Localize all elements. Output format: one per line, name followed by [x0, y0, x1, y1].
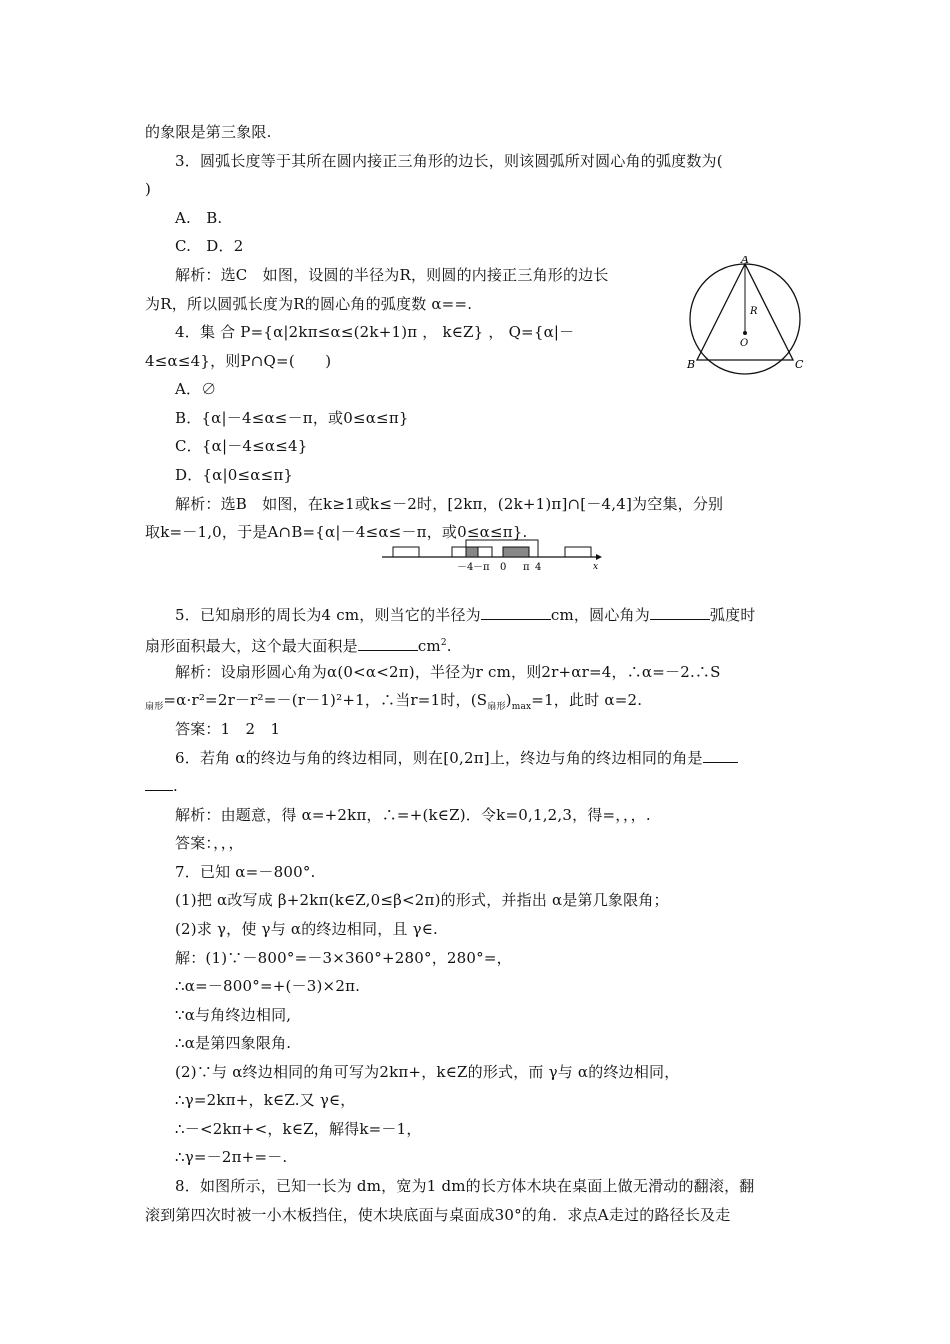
- question-7-part-1: (1)把 α改写成 β+2kπ(k∈Z,0≤β<2π)的形式，并指出 α是第几象限角；: [175, 891, 669, 909]
- tick-label: －π: [473, 562, 490, 573]
- text-line: 取k=－1,0，于是A∩B={α|－4≤α≤－π，或0≤α≤π}.: [145, 523, 528, 541]
- solution-5: 解析：设扇形圆心角为α(0<α<2π)，半径为r cm，则2r+αr=4，∴α=－2.∴S: [175, 663, 721, 681]
- solution-7: 解：(1)∵－800°=－3×360°+280°，280°=，: [175, 949, 512, 967]
- tick-label: π: [523, 562, 530, 573]
- vertex-b-label: B: [687, 358, 696, 371]
- text-line: ∴γ=2kπ+，k∈Z.又 γ∈，: [175, 1091, 356, 1109]
- text-line: 滚到第四次时被一小木板挡住，使木块底面与桌面成30°的角．求点A走过的路径长及走: [145, 1206, 731, 1224]
- solution-3: 解析：选C 如图，设圆的半径为R，则圆的内接正三角形的边长: [175, 266, 609, 284]
- answer-blank: [358, 636, 418, 651]
- text-line: 为R，所以圆弧长度为R的圆心角的弧度数 α==.: [145, 295, 473, 313]
- question-7-part-2: (2)求 γ，使 γ与 α的终边相同，且 γ∈.: [175, 920, 439, 938]
- tick-label: －4: [457, 562, 474, 573]
- question-4: 4．集 合 P={α|2kπ≤α≤(2k+1)π ， k∈Z} ， Q={α|－: [175, 323, 575, 341]
- option-line: A. B.: [175, 209, 223, 227]
- text-line: [145, 776, 178, 796]
- question-6: [175, 748, 738, 768]
- center-label: O: [740, 338, 749, 349]
- option-a: A．∅: [175, 380, 217, 398]
- question-7: 7．已知 α=－800°.: [175, 863, 316, 881]
- answer-blank: [703, 748, 738, 763]
- answer-blank: [145, 776, 173, 791]
- text-line: [145, 690, 642, 717]
- radius-label: R: [750, 306, 758, 317]
- subscript: 扇形: [487, 702, 506, 712]
- text-line: ∵α与角终边相同,: [175, 1006, 292, 1024]
- option-b: B．{α|－4≤α≤－π，或0≤α≤π}: [175, 409, 409, 427]
- text-segment: .: [446, 637, 452, 655]
- text-segment: =1，此时 α=2.: [531, 691, 643, 709]
- text-line: (2)∵与 α终边相同的角可写为2kπ+，k∈Z的形式，而 γ与 α的终边相同，: [175, 1063, 680, 1081]
- text-segment: .: [173, 777, 178, 795]
- option-c: C．{α|－4≤α≤4}: [175, 437, 308, 455]
- text-segment: cm: [417, 637, 441, 655]
- subscript: max: [511, 702, 532, 712]
- text-line: ∴γ=－2π+=－.: [175, 1148, 288, 1166]
- number-line-figure: [380, 536, 605, 574]
- option-d: D．{α|0≤α≤π}: [175, 466, 294, 484]
- vertex-c-label: C: [795, 358, 804, 371]
- tick-label: 4: [535, 562, 542, 573]
- text-line: 4≤α≤4}，则P∩Q=( ): [145, 352, 332, 370]
- axis-label: x: [593, 562, 599, 572]
- text-segment: 5．已知扇形的周长为4 cm，则当它的半径为: [175, 606, 481, 624]
- tick-label: 0: [500, 562, 507, 573]
- option-line: C. D．2: [175, 237, 244, 255]
- question-8: 8．如图所示，已知一长为 dm，宽为1 dm的长方体木块在桌面上做无滑动的翻滚，翻: [175, 1177, 755, 1195]
- text-line: ∴α=－800°=+(－3)×2π.: [175, 977, 361, 995]
- text-line: [145, 633, 452, 656]
- question-5: [175, 605, 756, 625]
- text-segment: 弧度时: [709, 606, 756, 624]
- text-segment: cm，圆心角为: [550, 606, 650, 624]
- text-line: ): [145, 180, 152, 198]
- answer-blank: [650, 605, 710, 620]
- text-line: ∴－<2kπ+<，k∈Z，解得k=－1，: [175, 1120, 422, 1138]
- superscript: 2: [440, 638, 447, 648]
- answer-6: 答案：，，，: [175, 834, 244, 852]
- solution-6: 解析：由题意，得 α=+2kπ，∴=+(k∈Z)．令k=0,1,2,3，得=，，，.: [175, 806, 651, 824]
- question-3: 3．圆弧长度等于其所在圆内接正三角形的边长，则该圆弧所对圆心角的弧度数为(: [175, 152, 723, 170]
- text-segment: ): [505, 691, 512, 709]
- text-segment: 6．若角 α的终边与角的终边相同，则在[0,2π]上，终边与角的终边相同的角是: [175, 749, 703, 767]
- text-line: ∴α是第四象限角.: [175, 1034, 292, 1052]
- answer-blank: [481, 605, 551, 620]
- subscript: 扇形: [145, 702, 164, 712]
- text-line: 的象限是第三象限.: [145, 123, 272, 141]
- text-segment: =α·r²=2r－r²=－(r－1)²+1，∴当r=1时，(S: [163, 691, 488, 709]
- solution-4: 解析：选B 如图，在k≥1或k≤－2时，[2kπ，(2k+1)π]∩[－4,4]为空集，分别: [175, 495, 724, 513]
- vertex-a-label: A: [741, 256, 749, 266]
- inscribed-triangle-figure: [682, 256, 810, 376]
- text-segment: 扇形面积最大，这个最大面积是: [145, 637, 358, 655]
- answer-5: 答案：1 2 1: [175, 720, 281, 738]
